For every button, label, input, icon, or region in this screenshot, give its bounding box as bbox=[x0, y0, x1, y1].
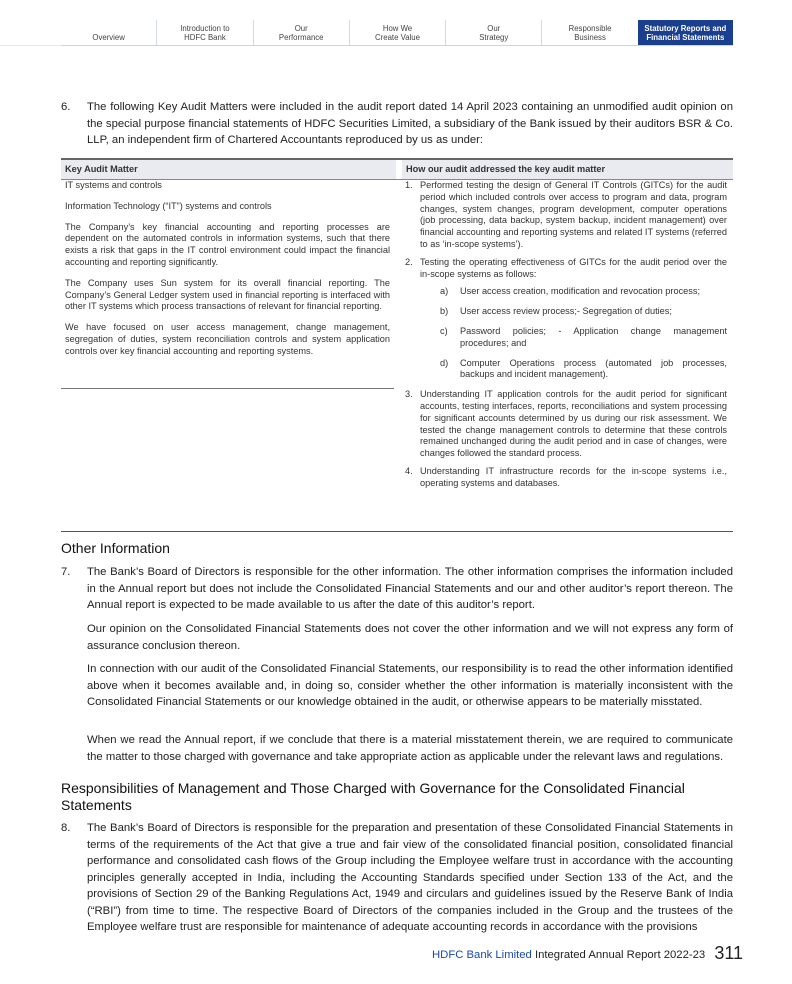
footer-brand: HDFC Bank Limited bbox=[432, 949, 532, 961]
kam-text: IT systems and controls bbox=[65, 180, 162, 190]
sub-list-item: b) User access review process;- Segregation of duties; bbox=[440, 306, 672, 317]
tab-performance[interactable]: Our Performance bbox=[253, 20, 349, 45]
paragraph-8 bbox=[61, 820, 733, 936]
tab-create-value[interactable]: How We Create Value bbox=[349, 20, 445, 45]
paragraph-text: When we read the Annual report, if we conclude that there is a material misstatement therein, we are required to communicate the matter to those charged with governance and take appropriate action as applicable under the relevant laws and regulations. bbox=[87, 734, 733, 763]
kam-text: The Company’s key financial accounting and reporting processes are dependent on the automated controls in information systems, such that there exists a risk that gaps in the IT control environment could impact the financial accounting and reporting significantly. bbox=[65, 221, 390, 267]
list-item: 3. Understanding IT application controls for the audit period for significant accounts, testing interfaces, reports, reconciliations and system processing for significant accounts determined by us during our risk assessment. We tested the change management controls to determine that these controls remained unchanged during the audit period and in case of changes, were changes followed the standard process. bbox=[405, 389, 727, 459]
list-item: 4. Understanding IT infrastructure records for the in-scope systems i.e., operating systems and databases. bbox=[405, 465, 727, 488]
section-title-responsibilities: Responsibilities of Management and Those Charged with Governance for the Consolidated Financial Statements bbox=[61, 780, 685, 813]
paragraph-number: 8. bbox=[61, 822, 71, 834]
tab-responsible-business[interactable]: Responsible Business bbox=[541, 20, 637, 45]
paragraph-text: The following Key Audit Matters were included in the audit report dated 14 April 2023 containing an unmodified audit opinion on the special purpose financial statements of HDFC Securities Limited, a subsidiary of the Bank issued by their auditors BSR & Co. LLP, an independent firm of Chartered Accountants reproduced by us as under: bbox=[87, 101, 733, 146]
table-bottom-rule bbox=[61, 531, 733, 532]
header-audit-response: How our audit addressed the key audit matter bbox=[396, 160, 733, 179]
tab-introduction[interactable]: Introduction to HDFC Bank bbox=[156, 20, 252, 45]
list-item: 1. Performed testing the design of General IT Controls (GITCs) for the audit period which included controls over access to program and data, program changes, system changes, program development, computer operations (job processing, data backup, system backup, incident management) over financial accounting and reporting systems and related IT systems (referred to as ‘in-scope systems’). bbox=[405, 180, 727, 249]
column-divider bbox=[61, 388, 394, 389]
header-rule bbox=[0, 45, 61, 46]
tab-statutory-reports[interactable]: Statutory Reports and Financial Statements bbox=[638, 20, 733, 45]
sub-list-item: a) User access creation, modification and revocation process; bbox=[440, 286, 701, 297]
section-title-other-information: Other Information bbox=[61, 540, 170, 556]
tab-overview[interactable]: Overview bbox=[92, 33, 125, 42]
tab-strategy[interactable]: Our Strategy bbox=[445, 20, 541, 45]
paragraph-number: 6. bbox=[61, 101, 71, 113]
header-key-audit-matter: Key Audit Matter bbox=[65, 164, 138, 174]
paragraph-number: 7. bbox=[61, 566, 71, 578]
audit-response-column bbox=[402, 180, 727, 496]
kam-text: Information Technology (“IT”) systems and controls bbox=[65, 200, 272, 211]
paragraph-7 bbox=[61, 564, 733, 614]
kam-text: The Company uses Sun system for its overall financial reporting. The Company’s General Ledger system used in financial reporting is interfaced with other IT systems which process transactions of relevant for financial reporting. bbox=[65, 277, 390, 312]
kam-text: We have focused on user access management, change management, segregation of duties, system reconciliation controls and system application controls over key financial accounting and reporting systems. bbox=[65, 322, 390, 356]
paragraph-text: The Bank’s Board of Directors is responsible for the other information. The other information comprises the information included in the Annual report but does not include the Consolidated Financial Statements and our and other auditor’s report thereon. The Annual report is expected to be made available to us after the date of this auditor’s report. bbox=[87, 566, 733, 611]
sub-list-item: c) Password policies; - Application change management procedures; and bbox=[440, 325, 727, 348]
paragraph-text: Our opinion on the Consolidated Financial Statements does not cover the other information and we will not express any form of assurance conclusion thereon. bbox=[87, 623, 733, 652]
key-audit-matter-column bbox=[61, 180, 390, 367]
table-header bbox=[61, 158, 733, 180]
sub-list-item: d) Computer Operations process (automated job processes, backups and incident management). bbox=[440, 357, 727, 380]
paragraph-text: In connection with our audit of the Consolidated Financial Statements, our responsibility is to read the other information identified above when it becomes available and, in doing so, consider whether the other information is materially inconsistent with the Consolidated Financial Statements or our knowledge obtained in the audit, or otherwise appears to be materially misstated. bbox=[87, 663, 733, 708]
section-nav bbox=[61, 20, 733, 46]
page-number: 311 bbox=[714, 943, 744, 963]
page-footer bbox=[432, 942, 743, 963]
list-item: 2. Testing the operating effectiveness of GITCs for the audit period over the in-scope systems as follows: a) User access creation, modification and revocation process; b) User access review process;- Segregation of duties; c) Password policies; - Application change management procedures; and d) Computer Operations process (automated job processes, backups and incident management). bbox=[405, 256, 727, 380]
paragraph-6 bbox=[61, 99, 733, 149]
key-audit-matter-table bbox=[61, 158, 733, 488]
paragraph-text: The Bank’s Board of Directors is responsible for the preparation and presentation of these Consolidated Financial Statements in terms of the requirements of the Act that give a true and fair view of the consolidated financial position, consolidated financial performance and consolidated cash flows of the Group including the Employee welfare trust in accordance with the accounting principles generally accepted in India, including the Accounting Standards specified under Section 133 of the Act, and the provisions of Section 29 of the Banking Regulations Act, 1949 and circulars and guidelines issued by the Reserve Bank of India (“RBI”) from time to time. The respective Board of Directors of the companies included in the Group and the trustees of the Employee welfare trust are responsible for maintenance of adequate accounting records in accordance with the provisions bbox=[87, 822, 733, 933]
footer-report-title: Integrated Annual Report 2022-23 bbox=[534, 949, 706, 961]
